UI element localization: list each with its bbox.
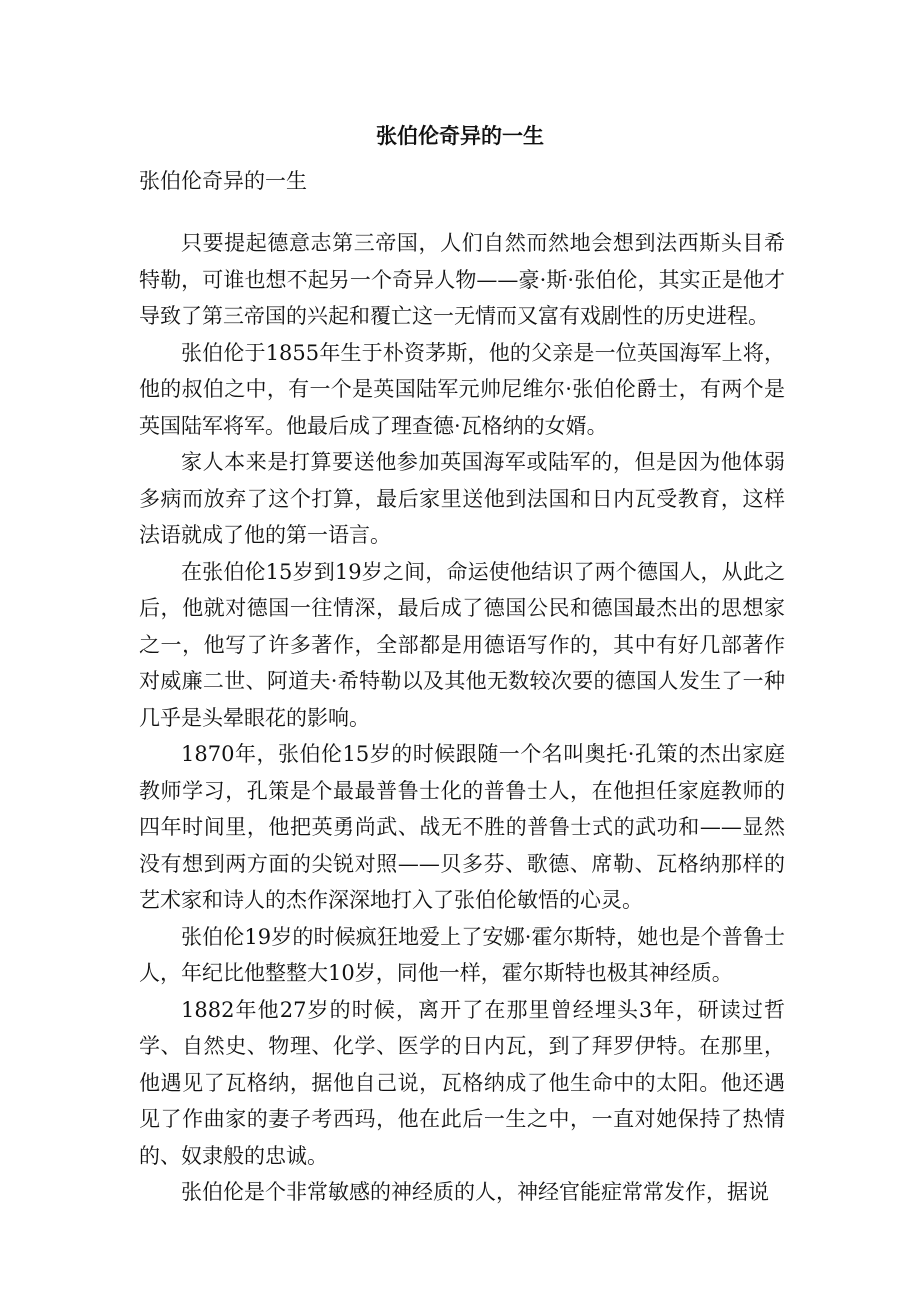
document-subtitle: 张伯伦奇异的一生 bbox=[139, 169, 307, 193]
paragraph: 张伯伦19岁的时候疯狂地爱上了安娜·霍尔斯特，她也是个普鲁士人，年纪比他整整大10岁，同他一样，霍尔斯特也极其神经质。 bbox=[139, 924, 785, 985]
document-title: 张伯伦奇异的一生 bbox=[376, 123, 544, 148]
paragraph: 家人本来是打算要送他参加英国海军或陆军的，但是因为他体弱多病而放弃了这个打算，最后家里送他到法国和日内瓦受教育，这样法语就成了他的第一语言。 bbox=[139, 450, 785, 547]
paragraph: 张伯伦于1855年生于朴资茅斯，他的父亲是一位英国海军上将，他的叔伯之中，有一个是英国陆军元帅尼维尔·张伯伦爵士，有两个是英国陆军将军。他最后成了理查德·瓦格纳的女婿。 bbox=[139, 340, 785, 438]
paragraph: 在张伯伦15岁到19岁之间，命运使他结识了两个德国人，从此之后，他就对德国一往情深，最后成了德国公民和德国最杰出的思想家之一，他写了许多著作，全部都是用德语写作的，其中有好几部著作对威廉二世、阿道夫·希特勒以及其他无数较次要的德国人发生了一种几乎是头晕眼花的影响。 bbox=[139, 559, 785, 730]
paragraph: 1870年，张伯伦15岁的时候跟随一个名叫奥托·孔策的杰出家庭教师学习，孔策是个最最普鲁士化的普鲁士人，在他担任家庭教师的四年时间里，他把英勇尚武、战无不胜的普鲁士式的武功和——显然没有想到两方面的尖锐对照——贝多芬、歌德、席勒、瓦格纳那样的艺术家和诗人的杰作深深地打入了张伯伦敏悟的心灵。 bbox=[139, 742, 785, 912]
paragraph: 张伯伦是个非常敏感的神经质的人，神经官能症常常发作，据说 bbox=[181, 1180, 769, 1204]
paragraph: 只要提起德意志第三帝国，人们自然而然地会想到法西斯头目希特勒，可谁也想不起另一个奇异人物——豪·斯·张伯伦，其实正是他才导致了第三帝国的兴起和覆亡这一无情而又富有戏剧性的历史进程。 bbox=[139, 231, 785, 328]
paragraph: 1882年他27岁的时候，离开了在那里曾经埋头3年，研读过哲学、自然史、物理、化学、医学的日内瓦，到了拜罗伊特。在那里，他遇见了瓦格纳，据他自己说，瓦格纳成了他生命中的太阳。他还遇见了作曲家的妻子考西玛，他在此后一生之中，一直对她保持了热情的、奴隶般的忠诚。 bbox=[139, 997, 785, 1168]
document-body bbox=[139, 225, 785, 1211]
